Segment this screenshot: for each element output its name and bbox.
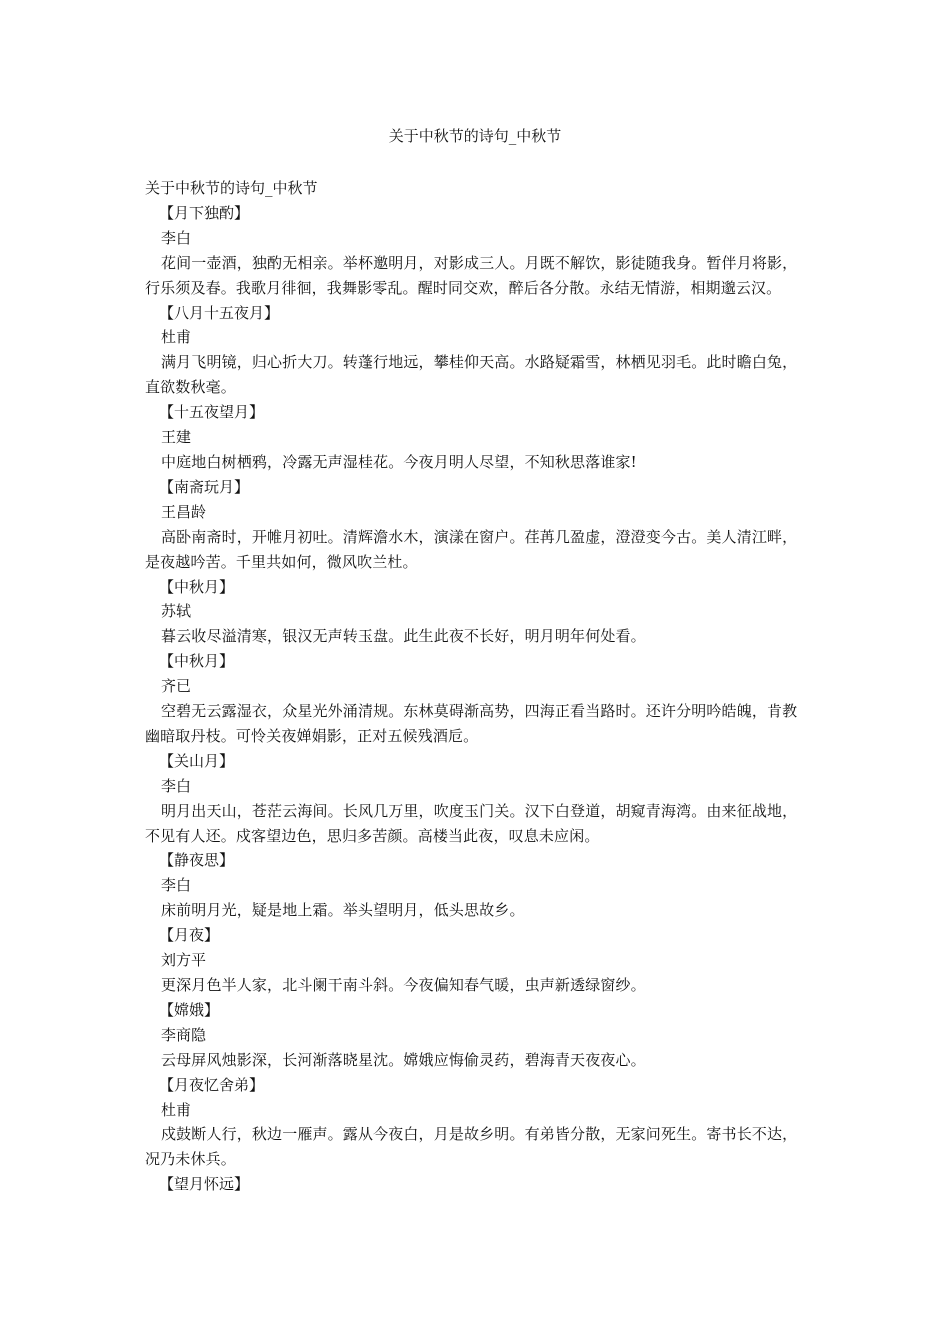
poem-author: 李商隐 [161, 1025, 207, 1044]
poem-author: 李白 [161, 876, 192, 895]
document-body [145, 176, 805, 1197]
poem-title: 【静夜思】 [159, 851, 235, 870]
poem-text: 空碧无云露湿衣，众星光外涌清规。东林莫碍渐高势，四海正看当路时。还许分明吟皓魄，肯教幽暗取丹枝。可怜关夜婵娟影，正对五候残酒卮。 [145, 702, 798, 745]
poem-text: 花间一壶酒，独酌无相亲。举杯邀明月，对影成三人。月既不解饮，影徒随我身。暂伴月将影，行乐须及春。我歌月徘徊，我舞影零乱。醒时同交欢，醉后各分散。永结无情游，相期邈云汉。 [145, 253, 798, 297]
poem-author: 苏轼 [161, 602, 192, 621]
poem-title: 【关山月】 [159, 751, 235, 770]
poem-text: 更深月色半人家，北斗阑干南斗斜。今夜偏知春气暖，虫声新透绿窗纱。 [161, 976, 646, 994]
poem-title: 【十五夜望月】 [159, 403, 265, 422]
document-title: 关于中秋节的诗句_中秋节 [388, 127, 562, 145]
poem-title: 【中秋月】 [159, 577, 235, 596]
poem-text: 戍鼓断人行，秋边一雁声。露从今夜白，月是故乡明。有弟皆分散，无家问死生。寄书长不达，况乃未休兵。 [145, 1125, 798, 1169]
poem-text: 满月飞明镜，归心折大刀。转蓬行地远，攀桂仰天高。水路疑霜雪，林栖见羽毛。此时瞻白兔，直欲数秋毫。 [145, 353, 798, 397]
poem-title: 【八月十五夜月】 [159, 303, 280, 322]
poem-author: 齐已 [161, 677, 192, 696]
poem-title: 【嫦娥】 [159, 1000, 220, 1019]
body-heading: 关于中秋节的诗句_中秋节 [145, 179, 318, 197]
poem-author: 王昌龄 [161, 502, 207, 521]
poem-title: 【月下独酌】 [159, 203, 250, 222]
poem-text: 中庭地白树栖鸦，冷露无声湿桂花。今夜月明人尽望，不知秋思落谁家! [161, 452, 637, 471]
poem-text: 高卧南斋时，开帷月初吐。清辉澹水木，演漾在窗户。荏苒几盈虚，澄澄变今古。美人清江畔，是夜越吟苦。千里共如何，微风吹兰杜。 [145, 527, 798, 571]
poem-author: 李白 [161, 228, 192, 247]
poem-text: 云母屏风烛影深，长河渐落晓星沈。嫦娥应悔偷灵药，碧海青天夜夜心。 [161, 1050, 646, 1069]
poem-author: 杜甫 [161, 1100, 192, 1119]
poem-title: 【望月怀远】 [159, 1175, 250, 1194]
poem-title: 【中秋月】 [159, 652, 235, 671]
poem-author: 杜甫 [161, 328, 192, 347]
poem-title: 【月夜】 [159, 926, 220, 945]
poem-text: 暮云收尽溢清寒，银汉无声转玉盘。此生此夜不长好，明月明年何处看。 [161, 627, 646, 646]
poem-author: 李白 [161, 776, 192, 795]
poem-text: 明月出天山，苍茫云海间。长风几万里，吹度玉门关。汉下白登道，胡窥青海湾。由来征战地，不见有人还。戍客望边色，思归多苦颜。高楼当此夜，叹息未应闲。 [145, 801, 798, 845]
poem-author: 王建 [161, 428, 192, 447]
poem-title: 【月夜忆舍弟】 [159, 1075, 265, 1094]
poem-author: 刘方平 [161, 951, 207, 970]
poem-text: 床前明月光，疑是地上霜。举头望明月，低头思故乡。 [161, 901, 525, 920]
poem-title: 【南斋玩月】 [159, 477, 250, 496]
